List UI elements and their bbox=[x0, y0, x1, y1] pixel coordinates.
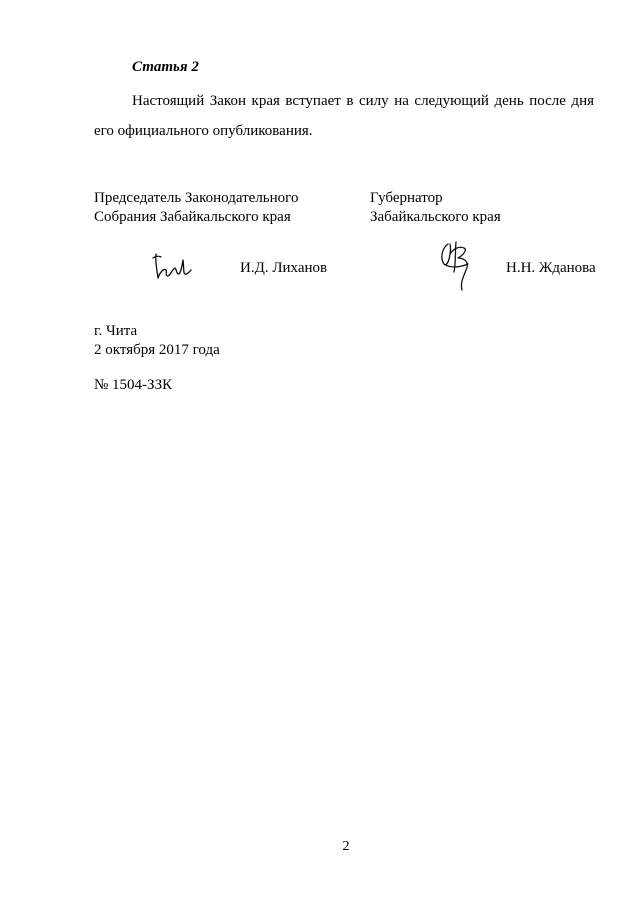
right-signatory-title bbox=[370, 189, 501, 227]
article-heading: Статья 2 bbox=[132, 59, 199, 75]
left-signatory-title-line1: Председатель Законодательного bbox=[94, 190, 299, 206]
right-signatory-title-line1: Губернатор bbox=[370, 190, 443, 206]
left-signatory-title-line2: Собрания Забайкальского края bbox=[94, 209, 291, 225]
left-handwritten-signature bbox=[150, 248, 192, 284]
right-signatory-name: Н.Н. Жданова bbox=[506, 260, 596, 276]
article-text: Настоящий Закон края вступает в силу на следующий день после дня его официального опубликования. bbox=[94, 93, 594, 139]
left-signatory-title bbox=[94, 189, 298, 227]
signing-date: 2 октября 2017 года bbox=[94, 342, 220, 358]
law-number: № 1504-ЗЗК bbox=[94, 377, 173, 393]
right-signatory-title-line2: Забайкальского края bbox=[370, 209, 501, 225]
left-signatory-name: И.Д. Лиханов bbox=[240, 260, 328, 276]
right-handwritten-signature bbox=[438, 238, 476, 292]
signing-city: г. Чита bbox=[94, 323, 138, 339]
page-number: 2 bbox=[342, 839, 350, 854]
